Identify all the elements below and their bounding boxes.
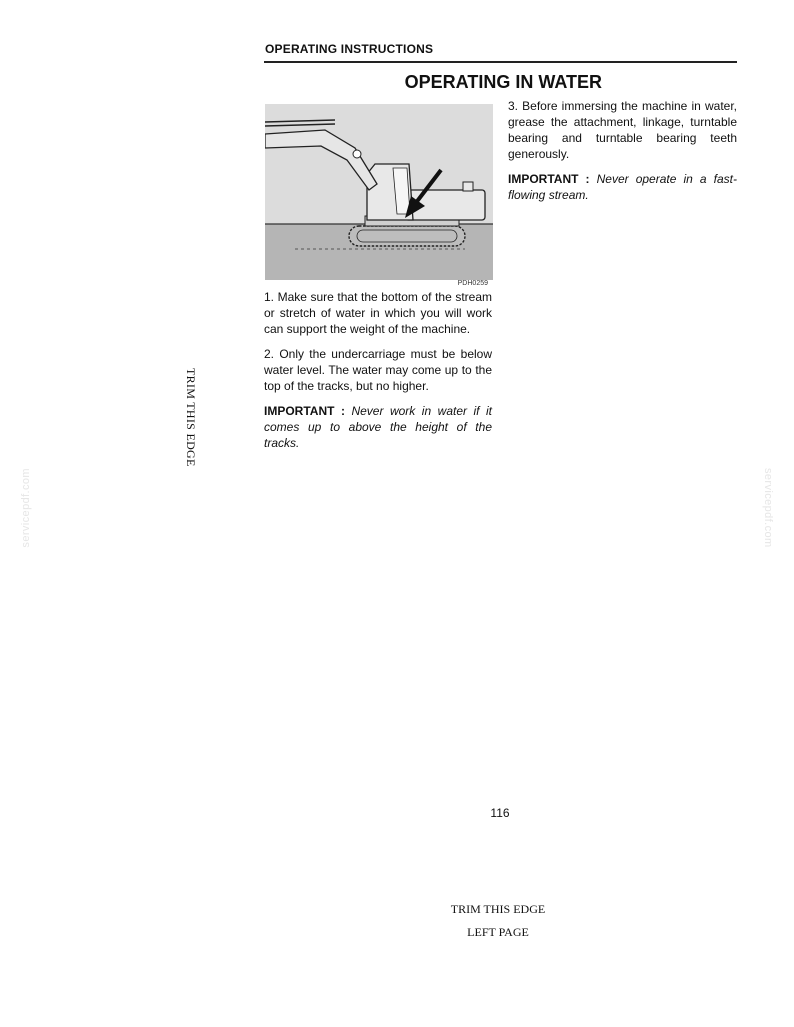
header-rule xyxy=(264,61,737,63)
page-title: OPERATING IN WATER xyxy=(404,72,602,92)
figure-code: PDH0259 xyxy=(457,280,488,287)
important-text: Never work in water if it comes up to above the height of the tracks. xyxy=(264,404,493,450)
left-column xyxy=(264,289,492,460)
excavator-illustration xyxy=(265,104,493,280)
important-note-stream xyxy=(508,171,737,203)
step-3: 3. Before immersing the machine in water, grease the attachment, linkage, turntable bearing and turntable bearing teeth generously. xyxy=(508,99,737,161)
exhaust-stack xyxy=(463,182,473,191)
excavator-in-water-drawing xyxy=(265,104,493,280)
important-note-tracks xyxy=(264,403,492,451)
step-2: 2. Only the undercarriage must be below water level. The water may come up to the top of the tracks, but no higher. xyxy=(264,347,492,393)
boom-pivot xyxy=(353,150,361,158)
right-column xyxy=(508,98,737,212)
trim-edge-side-label: TRIM THIS EDGE xyxy=(184,368,198,467)
track-undercarriage xyxy=(349,226,465,246)
step-1: 1. Make sure that the bottom of the stream or stretch of water in which you will work can support the weight of the machine. xyxy=(264,290,492,336)
arm-cylinder-2 xyxy=(265,124,335,126)
important-text: Never operate in a fast-flowing stream. xyxy=(508,172,737,202)
page-number: 116 xyxy=(490,806,510,820)
important-label: IMPORTANT : xyxy=(264,404,345,418)
boom xyxy=(265,130,377,190)
trim-edge-bottom-label: TRIM THIS EDGE xyxy=(450,902,546,916)
section-header: OPERATING INSTRUCTIONS xyxy=(265,42,434,56)
arm-cylinder xyxy=(265,120,335,122)
left-page-label: LEFT PAGE xyxy=(467,925,529,939)
watermark-left: servicepdf.com xyxy=(20,468,32,548)
watermark-right: servicepdf.com xyxy=(762,468,774,548)
important-label: IMPORTANT : xyxy=(508,172,590,186)
